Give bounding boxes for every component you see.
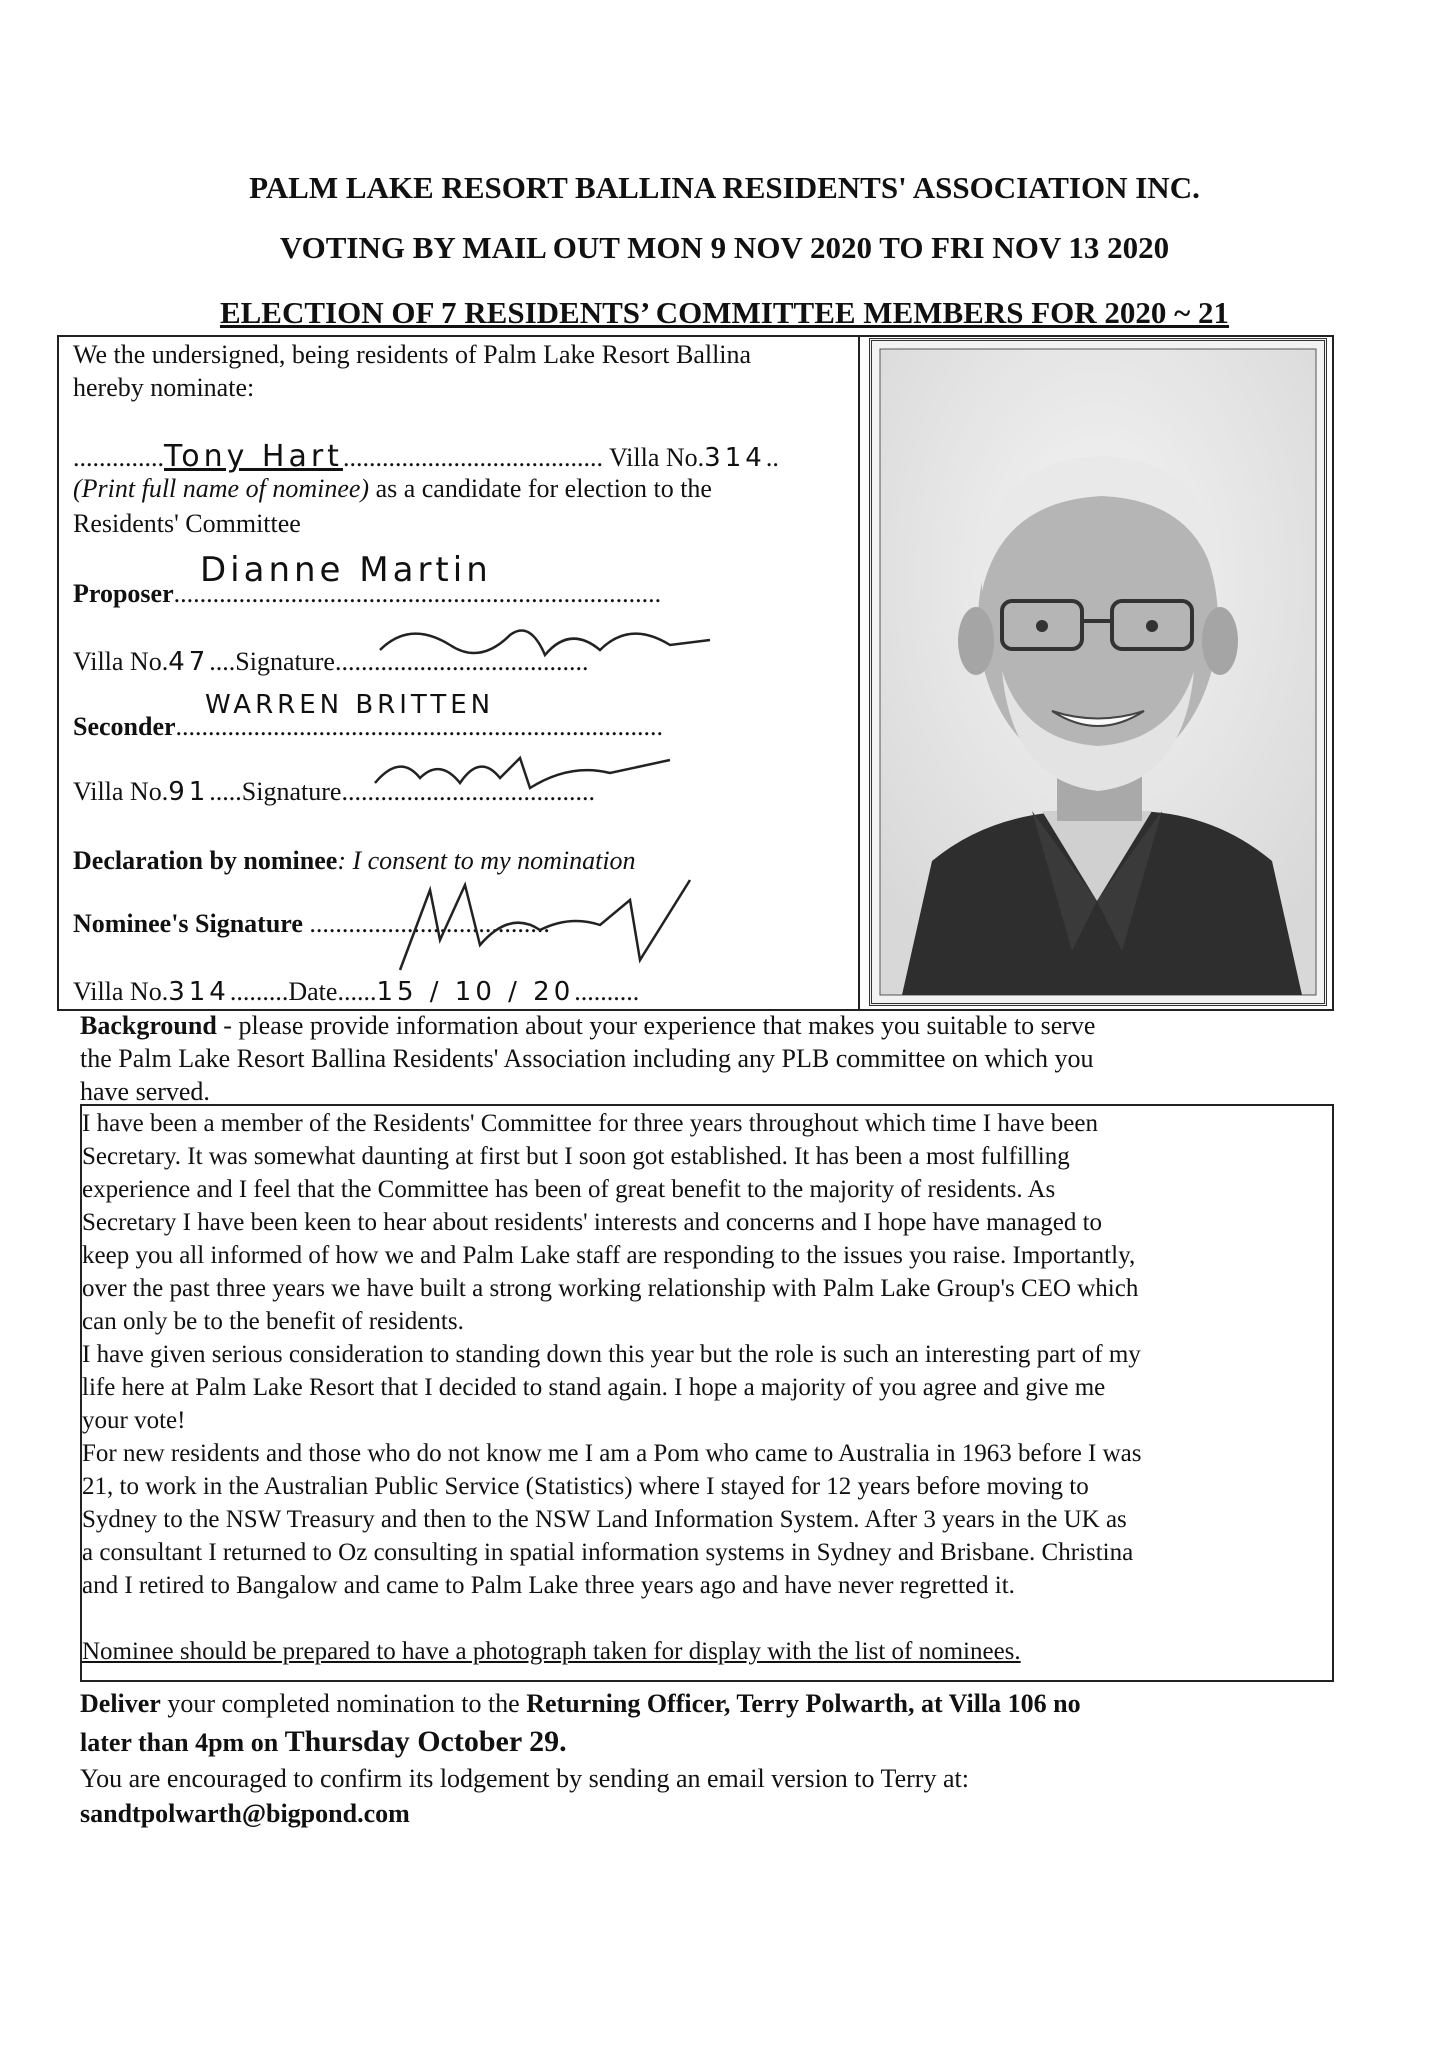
background-label: Background bbox=[80, 1011, 217, 1040]
villa-label: Villa No. bbox=[608, 443, 705, 472]
nominee-photo-frame bbox=[869, 338, 1327, 1006]
background-line: Sydney to the NSW Treasury and then to the NSW Land Information System. After 3 years in the UK as bbox=[82, 1506, 1127, 1533]
nominee-signature bbox=[370, 870, 750, 990]
later-than: later than 4pm on bbox=[80, 1728, 285, 1757]
returning-officer: Returning Officer, Terry Polwarth, at Villa 106 no bbox=[526, 1689, 1081, 1718]
signature-label: Signature bbox=[235, 647, 335, 676]
declaration-label: Declaration by nominee bbox=[73, 846, 338, 875]
declaration-row: Declaration by nominee: I consent to my nomination bbox=[73, 846, 636, 875]
villa-label: Villa No. bbox=[73, 977, 169, 1006]
seconder-villa: 91 bbox=[168, 777, 210, 807]
nominee-date-row: Villa No.314.........Date......15 / 10 / 20.......... bbox=[73, 977, 640, 1007]
photo-note: Nominee should be prepared to have a photograph taken for display with the list of nominees. bbox=[82, 1638, 1021, 1665]
date-value: 15 / 10 / 20 bbox=[376, 977, 575, 1007]
background-line: over the past three years we have built a strong working relationship with Palm Lake Group's CEO which bbox=[82, 1275, 1139, 1302]
candidate-text: as a candidate for election to the bbox=[375, 474, 712, 503]
background-line: For new residents and those who do not know me I am a Pom who came to Australia in 1963 before I was bbox=[82, 1440, 1142, 1467]
seconder-row: Seconder........................................................................... bbox=[73, 712, 664, 741]
background-line: I have been a member of the Residents' Committee for three years throughout which time I have been bbox=[82, 1110, 1098, 1137]
seconder-name-handwritten: WARREN BRITTEN bbox=[205, 690, 495, 720]
proposer-villa-row: Villa No.47....Signature....................................... bbox=[73, 647, 589, 677]
proposer-signature bbox=[370, 615, 720, 675]
nominee-villa-2: 314 bbox=[168, 977, 230, 1007]
background-prompt-line-3: have served. bbox=[80, 1077, 210, 1106]
intro-line-1: We the undersigned, being residents of Palm Lake Resort Ballina bbox=[73, 340, 752, 369]
nominee-photo bbox=[872, 341, 1324, 1003]
deliver-text: your completed nomination to the bbox=[160, 1689, 527, 1718]
proposer-label: Proposer bbox=[73, 579, 174, 608]
seconder-villa-row: Villa No.91.....Signature....................................... bbox=[73, 777, 595, 807]
background-line: a consultant I returned to Oz consulting in spatial information systems in Sydney and Brisbane. Christina bbox=[82, 1539, 1134, 1566]
seconder-label: Seconder bbox=[73, 712, 176, 741]
proposer-villa: 47 bbox=[168, 647, 210, 677]
nominee-name-handwritten: Tony Hart bbox=[164, 439, 343, 474]
deadline: Thursday October 29. bbox=[284, 1725, 567, 1758]
signature-label: Signature bbox=[241, 777, 342, 806]
nominee-villa: 314 bbox=[704, 443, 766, 473]
proposer-row: Proposer........................................................................... bbox=[73, 579, 662, 608]
title-voting-dates: VOTING BY MAIL OUT MON 9 NOV 2020 TO FRI NOV 13 2020 bbox=[279, 230, 1170, 265]
background-line: can only be to the benefit of residents. bbox=[82, 1308, 464, 1335]
background-line: I have given serious consideration to standing down this year but the role is such an interesting part of my bbox=[82, 1341, 1141, 1368]
intro-line-2: hereby nominate: bbox=[73, 373, 255, 402]
nominee-name-row: ..............Tony Hart........................................ Villa No.314.. bbox=[73, 439, 779, 474]
background-prompt-line-2: the Palm Lake Resort Ballina Residents' Association including any PLB committee on which you bbox=[80, 1044, 1094, 1073]
background-line: 21, to work in the Australian Public Service (Statistics) where I stayed for 12 years before moving to bbox=[82, 1473, 1089, 1500]
committee-text: Residents' Committee bbox=[73, 509, 301, 538]
background-prompt-line-1 bbox=[80, 1010, 1095, 1042]
print-instruction: (Print full name of nominee) bbox=[73, 474, 370, 503]
background-line: life here at Palm Lake Resort that I decided to stand again. I hope a majority of you agree and give me bbox=[82, 1374, 1106, 1401]
proposer-name-handwritten: Dianne Martin bbox=[200, 550, 492, 590]
background-line: keep you all informed of how we and Palm Lake staff are responding to the issues you raise. Importantly, bbox=[82, 1242, 1136, 1269]
nominee-signature-row: Nominee's Signature ..................................... bbox=[73, 909, 550, 938]
delivery-line-2 bbox=[80, 1726, 567, 1759]
background-prompt-1: - please provide information about your experience that makes you suitable to serve bbox=[216, 1011, 1096, 1040]
background-line: your vote! bbox=[82, 1407, 186, 1434]
encourage-text: You are encouraged to confirm its lodgement by sending an email version to Terry at: bbox=[80, 1764, 969, 1793]
delivery-line-1 bbox=[80, 1688, 1081, 1720]
background-line: Secretary I have been keen to hear about residents' interests and concerns and I hope have managed to bbox=[82, 1209, 1103, 1236]
title-election: ELECTION OF 7 RESIDENTS’ COMMITTEE MEMBERS FOR 2020 ~ 21 bbox=[219, 295, 1230, 330]
declaration-text: I consent to my nomination bbox=[352, 846, 636, 875]
date-label: Date bbox=[288, 977, 338, 1006]
background-text bbox=[82, 1107, 1327, 1668]
seconder-signature bbox=[370, 748, 690, 798]
background-line: Secretary. It was somewhat daunting at first but I soon got established. It has been a most fulfilling bbox=[82, 1143, 1070, 1170]
deliver-word: Deliver bbox=[80, 1689, 161, 1718]
villa-label: Villa No. bbox=[73, 647, 169, 676]
villa-label: Villa No. bbox=[73, 777, 169, 806]
background-line: experience and I feel that the Committee has been of great benefit to the majority of residents. As bbox=[82, 1176, 1056, 1203]
print-instruction-row bbox=[73, 473, 712, 505]
title-association: PALM LAKE RESORT BALLINA RESIDENTS' ASSOCIATION INC. bbox=[249, 170, 1200, 205]
email-address[interactable]: sandtpolwarth@bigpond.com bbox=[80, 1799, 410, 1828]
background-line: and I retired to Bangalow and came to Palm Lake three years ago and have never regretted it. bbox=[82, 1572, 1015, 1599]
nominee-signature-label: Nominee's Signature bbox=[73, 909, 303, 938]
